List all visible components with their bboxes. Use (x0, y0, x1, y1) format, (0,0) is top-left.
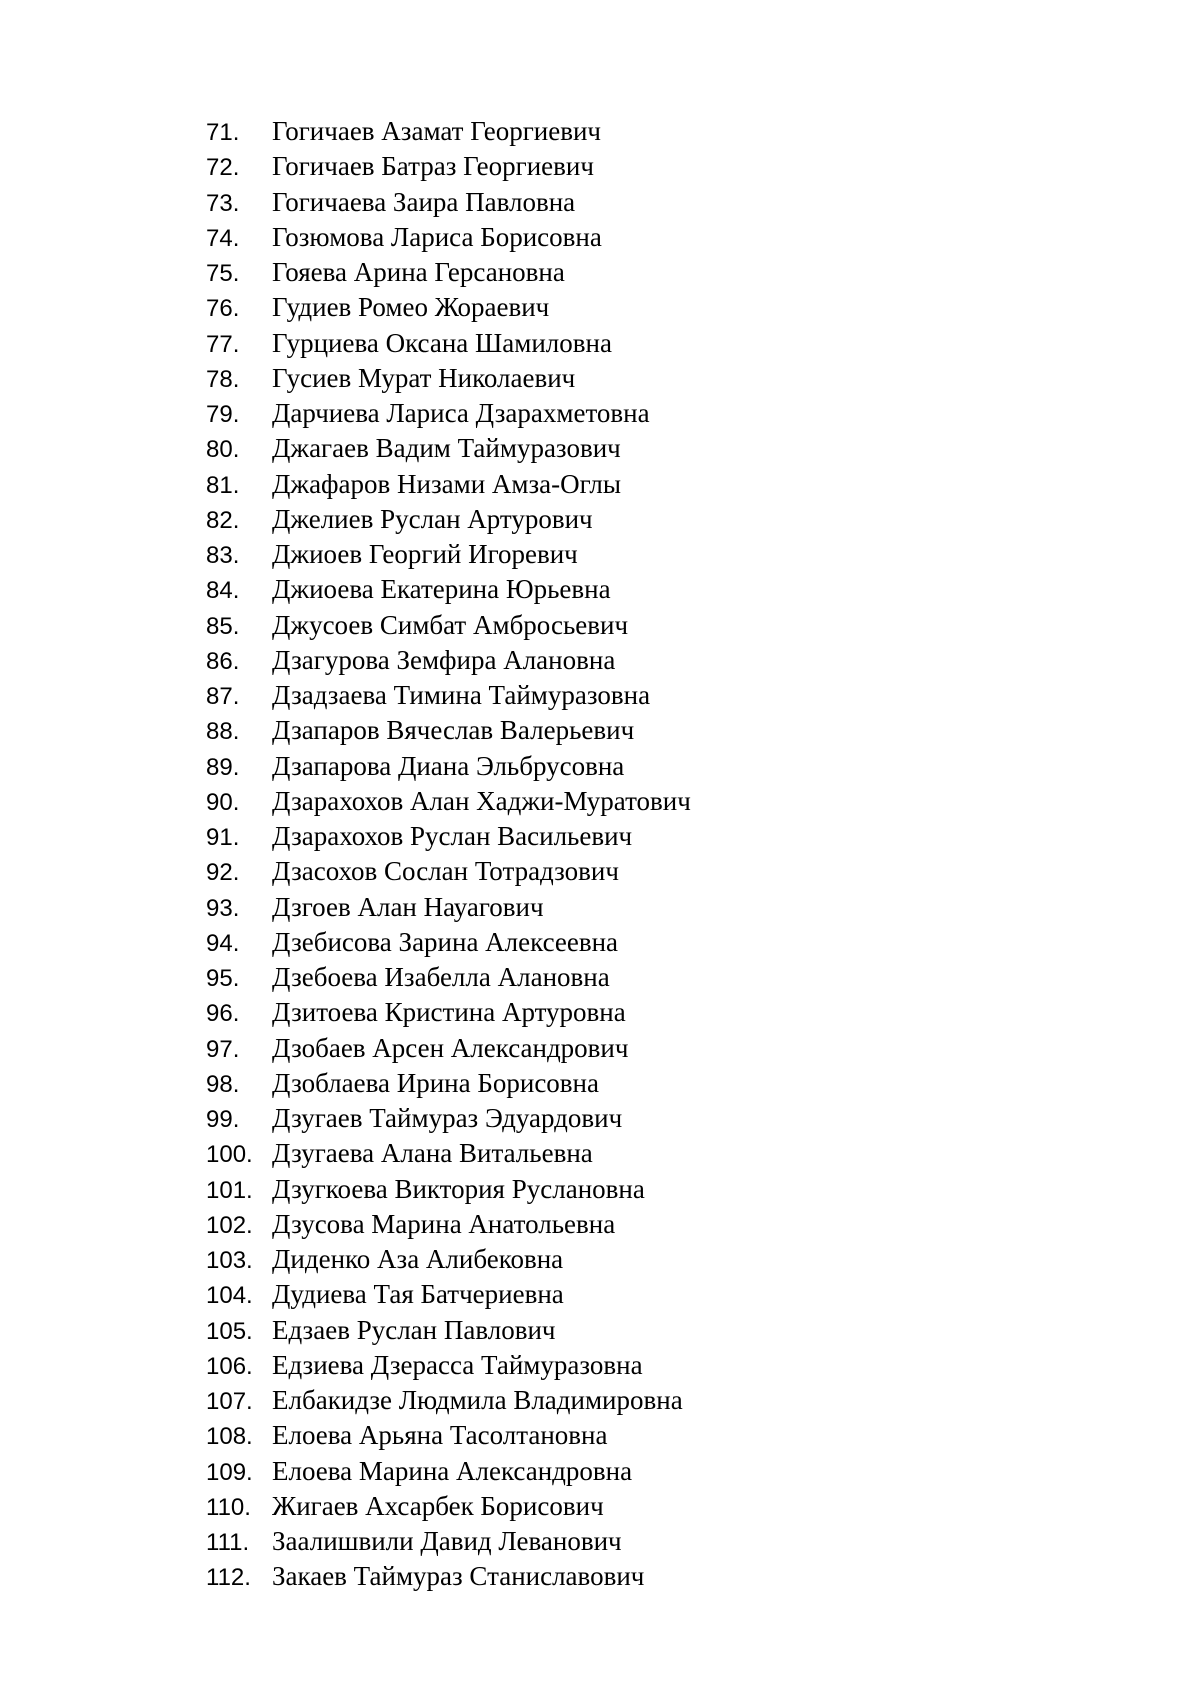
list-item (206, 1277, 691, 1312)
item-name: Едзиева Дзерасса Таймуразовна (272, 1349, 643, 1380)
list-item (206, 1101, 691, 1136)
item-name: Джиоева Екатерина Юрьевна (272, 574, 611, 605)
item-name: Дзусова Марина Анатольевна (272, 1208, 616, 1239)
item-number: 111. (206, 1529, 250, 1556)
item-name: Гогичаев Азамат Георгиевич (272, 116, 602, 146)
item-number: 91. (206, 824, 240, 851)
item-name: Джусоев Симбат Амбросьевич (272, 609, 629, 640)
item-name: Дзебоева Изабелла Алановна (272, 962, 610, 992)
item-number: 104. (206, 1282, 253, 1310)
item-number: 79. (206, 401, 240, 428)
list-item (206, 890, 691, 925)
item-name: Дзасохов Сослан Тотрадзович (272, 856, 619, 887)
item-number: 81. (206, 471, 240, 499)
item-name: Елоева Арьяна Тасолтановна (272, 1420, 608, 1451)
list-item (206, 255, 691, 290)
list-item (206, 149, 691, 184)
item-name: Джиоев Георгий Игоревич (272, 539, 578, 569)
item-name: Гояева Арина Герсановна (272, 257, 565, 287)
list-item (206, 502, 691, 537)
list-item (206, 220, 691, 255)
item-name: Дзарахохов Руслан Васильевич (272, 821, 633, 851)
item-number: 101. (206, 1176, 253, 1204)
item-name: Заалишвили Давид Леванович (272, 1526, 622, 1556)
list-item (206, 396, 691, 431)
item-name: Дзугкоева Виктория Руслановна (272, 1173, 645, 1204)
item-name: Дзагурова Земфира Алановна (272, 644, 616, 675)
list-item (206, 572, 691, 607)
list-item (206, 185, 691, 220)
item-name: Гогичаева Заира Павловна (272, 186, 576, 217)
item-name: Гозюмова Лариса Борисовна (272, 221, 602, 252)
item-name: Дзоблаева Ирина Борисовна (272, 1067, 599, 1098)
item-number: 94. (206, 929, 240, 957)
item-number: 103. (206, 1247, 253, 1274)
item-name: Дзапарова Диана Эльбрусовна (272, 750, 625, 781)
list-item (206, 995, 691, 1030)
item-number: 83. (206, 542, 240, 569)
list-item (206, 1313, 691, 1348)
list-item (206, 1524, 691, 1559)
list-item (206, 678, 691, 713)
item-name: Дзгоев Алан Науагович (272, 891, 544, 922)
list-item (206, 819, 691, 854)
list-item (206, 854, 691, 889)
list-item (206, 326, 691, 361)
item-name: Гудиев Ромео Жораевич (272, 292, 550, 323)
list-item (206, 290, 691, 325)
item-name: Дзарахохов Алан Хаджи-Муратович (272, 785, 691, 816)
item-name: Едзаев Руслан Павлович (272, 1314, 556, 1345)
item-number: 84. (206, 577, 240, 605)
item-number: 75. (206, 260, 240, 287)
item-name: Дзадзаева Тимина Таймуразовна (272, 680, 651, 710)
list-item (206, 1489, 691, 1524)
list-item (206, 643, 691, 678)
item-number: 93. (206, 894, 240, 922)
list-item (206, 925, 691, 960)
list-item (206, 1242, 691, 1277)
item-name: Дзебисова Зарина Алексеевна (272, 926, 619, 957)
list-item (206, 1066, 691, 1101)
item-number: 99. (206, 1106, 240, 1133)
item-name: Дудиева Тая Батчериевна (272, 1279, 564, 1310)
item-number: 71. (206, 119, 240, 146)
item-number: 89. (206, 753, 240, 781)
item-name: Елоева Марина Александровна (272, 1455, 633, 1486)
item-number: 95. (206, 965, 240, 992)
item-number: 92. (206, 859, 240, 887)
item-name: Джафаров Низами Амза-Оглы (272, 468, 621, 499)
item-number: 100. (206, 1141, 253, 1169)
item-name: Дзугаев Таймураз Эдуардович (272, 1103, 623, 1133)
list-item (206, 114, 691, 149)
item-number: 77. (206, 330, 240, 358)
item-number: 86. (206, 647, 240, 675)
list-item (206, 431, 691, 466)
item-name: Гусиев Мурат Николаевич (272, 362, 576, 393)
list-item (206, 1348, 691, 1383)
list-item (206, 1031, 691, 1066)
list-item (206, 608, 691, 643)
item-name: Диденко Аза Алибековна (272, 1244, 564, 1274)
list-item (206, 784, 691, 819)
list-item (206, 1454, 691, 1489)
item-number: 90. (206, 788, 240, 816)
list-item (206, 467, 691, 502)
item-number: 80. (206, 436, 240, 464)
item-number: 108. (206, 1423, 253, 1451)
item-name: Джагаев Вадим Таймуразович (272, 433, 621, 464)
name-list (206, 114, 691, 1595)
item-number: 72. (206, 154, 240, 182)
item-number: 110. (206, 1493, 251, 1521)
item-number: 112. (206, 1564, 251, 1592)
item-name: Жигаев Ахсарбек Борисович (272, 1490, 604, 1521)
item-name: Дзапаров Вячеслав Валерьевич (272, 715, 635, 746)
list-item (206, 537, 691, 572)
item-name: Гогичаев Батраз Георгиевич (272, 151, 594, 182)
list-item (206, 361, 691, 396)
item-number: 97. (206, 1035, 240, 1063)
item-number: 102. (206, 1211, 253, 1239)
list-item (206, 713, 691, 748)
item-number: 106. (206, 1352, 253, 1380)
list-item (206, 1136, 691, 1171)
list-item (206, 749, 691, 784)
item-name: Закаев Таймураз Станиславович (272, 1561, 645, 1592)
list-item (206, 1559, 691, 1594)
item-number: 109. (206, 1458, 253, 1486)
list-item (206, 960, 691, 995)
item-name: Дарчиева Лариса Дзарахметовна (272, 398, 650, 428)
item-number: 78. (206, 365, 240, 393)
item-number: 105. (206, 1317, 253, 1345)
list-item (206, 1418, 691, 1453)
item-name: Дзобаев Арсен Александрович (272, 1032, 629, 1063)
item-number: 73. (206, 189, 240, 217)
item-number: 107. (206, 1388, 253, 1415)
item-name: Дзитоева Кристина Артуровна (272, 997, 626, 1028)
item-number: 96. (206, 1000, 240, 1028)
item-number: 87. (206, 683, 240, 710)
item-number: 85. (206, 612, 240, 640)
item-name: Дзугаева Алана Витальевна (272, 1138, 593, 1169)
item-number: 88. (206, 718, 240, 746)
item-name: Джелиев Руслан Артурович (272, 503, 593, 534)
item-name: Елбакидзе Людмила Владимировна (272, 1385, 683, 1415)
list-item (206, 1172, 691, 1207)
item-name: Гурциева Оксана Шамиловна (272, 327, 612, 358)
item-number: 76. (206, 295, 240, 323)
list-item (206, 1207, 691, 1242)
item-number: 98. (206, 1070, 240, 1098)
list-item (206, 1383, 691, 1418)
item-number: 82. (206, 506, 240, 534)
item-number: 74. (206, 224, 240, 252)
